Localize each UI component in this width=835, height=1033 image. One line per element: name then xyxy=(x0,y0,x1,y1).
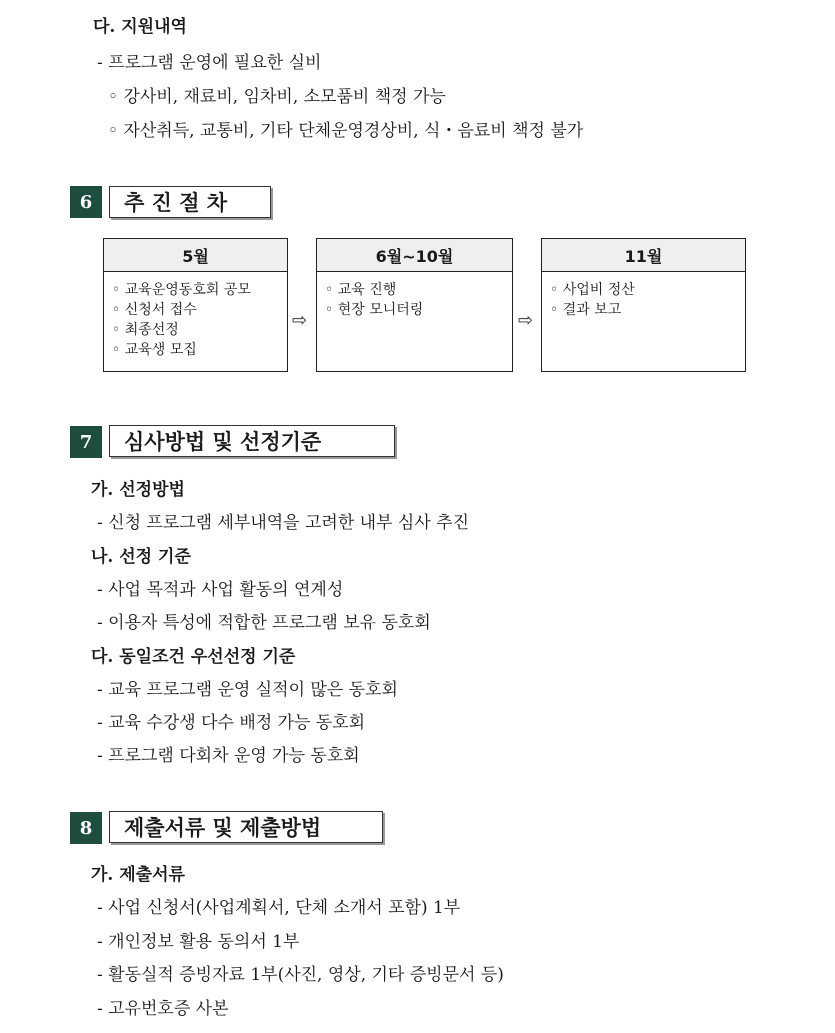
section-title: 추 진 절 차 xyxy=(109,186,271,218)
step-item: ◦ 신청서 접수 xyxy=(112,302,197,318)
support-item: - 프로그램 운영에 필요한 실비 xyxy=(97,53,322,73)
list-item: - 교육 수강생 다수 배정 가능 동호회 xyxy=(97,713,366,733)
section-number: 7 xyxy=(70,426,102,458)
list-item: - 고유번호증 사본 xyxy=(97,999,229,1019)
list-item: - 프로그램 다회차 운영 가능 동호회 xyxy=(97,746,360,766)
list-item: - 활동실적 증빙자료 1부(사진, 영상, 기타 증빙문서 등) xyxy=(97,965,504,985)
list-item: - 이용자 특성에 적합한 프로그램 보유 동호회 xyxy=(97,613,431,633)
support-heading: 다. 지원내역 xyxy=(93,17,187,37)
step-box xyxy=(541,238,746,372)
list-item: - 신청 프로그램 세부내역을 고려한 내부 심사 추진 xyxy=(97,513,470,533)
step-item: ◦ 교육생 모집 xyxy=(112,342,197,358)
step-item: ◦ 최종선정 xyxy=(112,322,179,338)
step-month: 5월 xyxy=(104,239,287,272)
section-number: 8 xyxy=(70,812,102,844)
list-item: - 사업 신청서(사업계획서, 단체 소개서 포함) 1부 xyxy=(97,898,461,918)
step-month: 6월~10월 xyxy=(317,239,512,272)
subsection-heading: 가. 제출서류 xyxy=(91,865,185,885)
section-number: 6 xyxy=(70,186,102,218)
step-item: ◦ 사업비 정산 xyxy=(550,282,635,298)
list-item: - 사업 목적과 사업 활동의 연계성 xyxy=(97,580,344,600)
section-title: 심사방법 및 선정기준 xyxy=(109,425,395,457)
list-item: - 교육 프로그램 운영 실적이 많은 동호회 xyxy=(97,680,398,700)
section-title: 제출서류 및 제출방법 xyxy=(109,811,383,843)
support-sub-item: ◦ 자산취득, 교통비, 기타 단체운영경상비, 식・음료비 책정 불가 xyxy=(108,121,584,141)
subsection-heading: 다. 동일조건 우선선정 기준 xyxy=(91,647,296,667)
subsection-heading: 나. 선정 기준 xyxy=(91,547,191,567)
support-sub-item: ◦ 강사비, 재료비, 임차비, 소모품비 책정 가능 xyxy=(108,87,446,107)
step-item: ◦ 현장 모니터링 xyxy=(325,302,424,318)
step-item: ◦ 교육 진행 xyxy=(325,282,397,298)
step-month: 11월 xyxy=(542,239,745,272)
step-box xyxy=(103,238,288,372)
arrow-right-icon: ⇨ xyxy=(518,310,534,331)
arrow-right-icon: ⇨ xyxy=(292,310,308,331)
step-item: ◦ 결과 보고 xyxy=(550,302,622,318)
subsection-heading: 가. 선정방법 xyxy=(91,480,185,500)
step-box xyxy=(316,238,513,372)
step-item: ◦ 교육운영동호회 공모 xyxy=(112,282,251,298)
list-item: - 개인정보 활용 동의서 1부 xyxy=(97,932,300,952)
